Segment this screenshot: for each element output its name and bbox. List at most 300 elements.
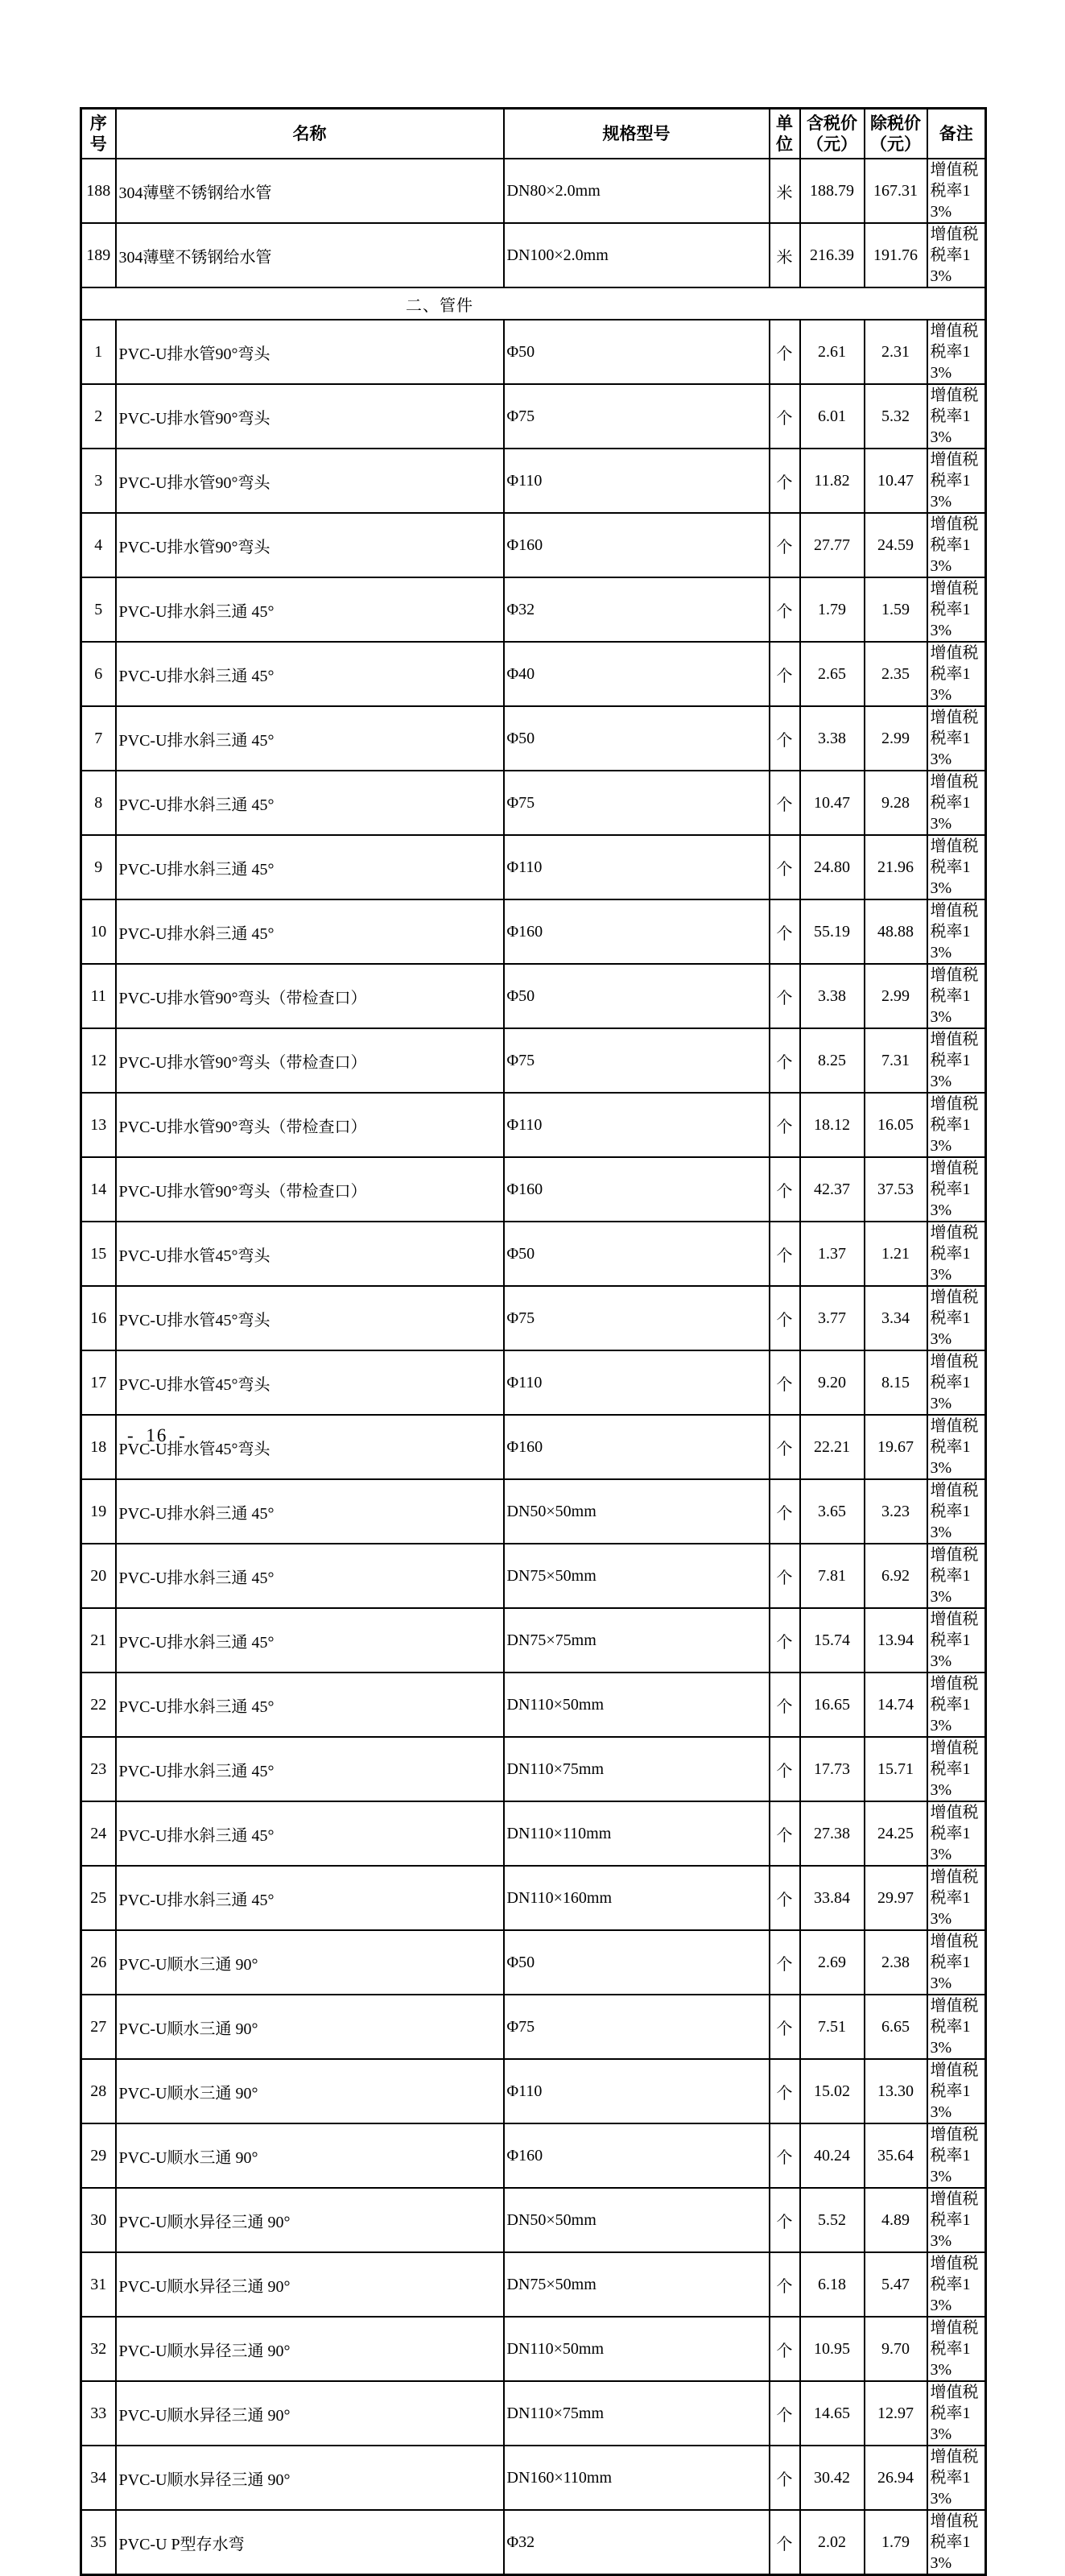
cell-price-incl-tax: 7.51 xyxy=(800,1995,865,2059)
cell-serial-number: 7 xyxy=(81,706,116,771)
cell-price-excl-tax: 24.25 xyxy=(865,1801,927,1866)
cell-unit: 米 xyxy=(770,223,800,287)
cell-price-incl-tax: 14.65 xyxy=(800,2381,865,2446)
cell-unit: 米 xyxy=(770,159,800,223)
cell-price-incl-tax: 7.81 xyxy=(800,1544,865,1608)
cell-price-excl-tax: 13.94 xyxy=(865,1608,927,1673)
table-row xyxy=(81,771,986,835)
cell-remark: 增值税税率13% xyxy=(927,1028,986,1093)
cell-serial-number: 188 xyxy=(81,159,116,223)
cell-price-incl-tax: 30.42 xyxy=(800,2446,865,2510)
cell-item-name: PVC-U排水管90°弯头（带检查口） xyxy=(116,964,504,1028)
table-row xyxy=(81,2317,986,2381)
cell-price-incl-tax: 15.74 xyxy=(800,1608,865,1673)
table-row xyxy=(81,320,986,384)
cell-spec-model: Φ110 xyxy=(504,1350,770,1415)
cell-unit: 个 xyxy=(770,2317,800,2381)
cell-remark: 增值税税率13% xyxy=(927,1157,986,1222)
cell-spec-model: Φ110 xyxy=(504,449,770,513)
cell-remark: 增值税税率13% xyxy=(927,1673,986,1737)
cell-unit: 个 xyxy=(770,1930,800,1995)
cell-price-excl-tax: 2.99 xyxy=(865,964,927,1028)
cell-price-incl-tax: 2.65 xyxy=(800,642,865,706)
cell-spec-model: Φ75 xyxy=(504,771,770,835)
cell-price-excl-tax: 7.31 xyxy=(865,1028,927,1093)
cell-price-excl-tax: 4.89 xyxy=(865,2188,927,2252)
cell-unit: 个 xyxy=(770,1544,800,1608)
cell-price-incl-tax: 2.69 xyxy=(800,1930,865,1995)
cell-serial-number: 15 xyxy=(81,1222,116,1286)
cell-serial-number: 19 xyxy=(81,1479,116,1544)
cell-price-incl-tax: 3.38 xyxy=(800,706,865,771)
table-row xyxy=(81,1157,986,1222)
cell-item-name: PVC-U排水斜三通 45° xyxy=(116,706,504,771)
cell-price-incl-tax: 10.95 xyxy=(800,2317,865,2381)
table-header-row xyxy=(81,109,986,159)
cell-remark: 增值税税率13% xyxy=(927,835,986,899)
section-divider-row xyxy=(81,287,986,320)
cell-price-incl-tax: 27.38 xyxy=(800,1801,865,1866)
cell-serial-number: 18 xyxy=(81,1415,116,1479)
cell-spec-model: DN160×110mm xyxy=(504,2446,770,2510)
cell-unit: 个 xyxy=(770,449,800,513)
cell-unit: 个 xyxy=(770,1415,800,1479)
cell-price-incl-tax: 55.19 xyxy=(800,899,865,964)
table-row xyxy=(81,1801,986,1866)
cell-remark: 增值税税率13% xyxy=(927,2317,986,2381)
cell-spec-model: DN110×50mm xyxy=(504,1673,770,1737)
cell-unit: 个 xyxy=(770,2252,800,2317)
cell-price-excl-tax: 19.67 xyxy=(865,1415,927,1479)
cell-item-name: PVC-U排水管45°弯头 xyxy=(116,1350,504,1415)
cell-item-name: PVC-U排水斜三通 45° xyxy=(116,1737,504,1801)
cell-serial-number: 13 xyxy=(81,1093,116,1157)
cell-price-excl-tax: 2.31 xyxy=(865,320,927,384)
cell-unit: 个 xyxy=(770,1866,800,1930)
cell-serial-number: 24 xyxy=(81,1801,116,1866)
cell-unit: 个 xyxy=(770,513,800,577)
section-divider-label: 二、管件 xyxy=(406,296,473,315)
cell-spec-model: Φ40 xyxy=(504,642,770,706)
cell-price-incl-tax: 5.52 xyxy=(800,2188,865,2252)
cell-item-name: PVC-U顺水三通 90° xyxy=(116,2059,504,2123)
cell-remark: 增值税税率13% xyxy=(927,1350,986,1415)
cell-serial-number: 28 xyxy=(81,2059,116,2123)
cell-spec-model: Φ110 xyxy=(504,1093,770,1157)
table-row xyxy=(81,2188,986,2252)
table-row xyxy=(81,577,986,642)
cell-price-incl-tax: 2.02 xyxy=(800,2510,865,2575)
cell-item-name: PVC-U排水斜三通 45° xyxy=(116,835,504,899)
cell-serial-number: 25 xyxy=(81,1866,116,1930)
cell-serial-number: 20 xyxy=(81,1544,116,1608)
cell-remark: 增值税税率13% xyxy=(927,1093,986,1157)
cell-price-excl-tax: 1.21 xyxy=(865,1222,927,1286)
cell-unit: 个 xyxy=(770,320,800,384)
cell-remark: 增值税税率13% xyxy=(927,1737,986,1801)
cell-unit: 个 xyxy=(770,1093,800,1157)
table-body-pre-section xyxy=(81,159,986,287)
table-row xyxy=(81,835,986,899)
cell-spec-model: Φ75 xyxy=(504,1995,770,2059)
cell-serial-number: 1 xyxy=(81,320,116,384)
cell-price-excl-tax: 6.65 xyxy=(865,1995,927,2059)
cell-remark: 增值税税率13% xyxy=(927,2446,986,2510)
cell-remark: 增值税税率13% xyxy=(927,899,986,964)
cell-spec-model: Φ50 xyxy=(504,1222,770,1286)
cell-price-incl-tax: 6.01 xyxy=(800,384,865,449)
col-header-unit: 单位 xyxy=(770,109,800,159)
cell-spec-model: Φ160 xyxy=(504,1415,770,1479)
cell-serial-number: 16 xyxy=(81,1286,116,1350)
cell-unit: 个 xyxy=(770,1286,800,1350)
cell-price-excl-tax: 6.92 xyxy=(865,1544,927,1608)
cell-price-excl-tax: 1.59 xyxy=(865,577,927,642)
cell-price-excl-tax: 29.97 xyxy=(865,1866,927,1930)
cell-item-name: PVC-U排水斜三通 45° xyxy=(116,1673,504,1737)
cell-unit: 个 xyxy=(770,1350,800,1415)
cell-unit: 个 xyxy=(770,2446,800,2510)
page-number: - 16 - xyxy=(127,1425,187,1445)
cell-price-incl-tax: 16.65 xyxy=(800,1673,865,1737)
cell-unit: 个 xyxy=(770,384,800,449)
cell-price-incl-tax: 3.38 xyxy=(800,964,865,1028)
table-row xyxy=(81,384,986,449)
cell-spec-model: Φ160 xyxy=(504,2123,770,2188)
cell-unit: 个 xyxy=(770,2381,800,2446)
cell-serial-number: 21 xyxy=(81,1608,116,1673)
cell-serial-number: 2 xyxy=(81,384,116,449)
cell-serial-number: 34 xyxy=(81,2446,116,2510)
cell-spec-model: Φ110 xyxy=(504,835,770,899)
cell-item-name: PVC-U排水管90°弯头 xyxy=(116,384,504,449)
cell-price-excl-tax: 191.76 xyxy=(865,223,927,287)
cell-price-incl-tax: 15.02 xyxy=(800,2059,865,2123)
cell-unit: 个 xyxy=(770,1222,800,1286)
cell-price-excl-tax: 3.34 xyxy=(865,1286,927,1350)
cell-price-incl-tax: 11.82 xyxy=(800,449,865,513)
cell-item-name: 304薄壁不锈钢给水管 xyxy=(116,159,504,223)
cell-price-excl-tax: 5.47 xyxy=(865,2252,927,2317)
cell-item-name: PVC-U P型存水弯 xyxy=(116,2510,504,2575)
cell-price-excl-tax: 26.94 xyxy=(865,2446,927,2510)
cell-item-name: PVC-U顺水三通 90° xyxy=(116,1930,504,1995)
cell-spec-model: Φ75 xyxy=(504,1028,770,1093)
cell-serial-number: 189 xyxy=(81,223,116,287)
cell-price-incl-tax: 3.65 xyxy=(800,1479,865,1544)
cell-remark: 增值税税率13% xyxy=(927,2059,986,2123)
cell-remark: 增值税税率13% xyxy=(927,1866,986,1930)
cell-serial-number: 27 xyxy=(81,1995,116,2059)
cell-serial-number: 26 xyxy=(81,1930,116,1995)
cell-item-name: PVC-U排水管90°弯头 xyxy=(116,449,504,513)
cell-remark: 增值税税率13% xyxy=(927,1801,986,1866)
cell-serial-number: 9 xyxy=(81,835,116,899)
cell-remark: 增值税税率13% xyxy=(927,1930,986,1995)
table-row xyxy=(81,1930,986,1995)
table-row xyxy=(81,1737,986,1801)
cell-serial-number: 32 xyxy=(81,2317,116,2381)
cell-price-incl-tax: 42.37 xyxy=(800,1157,865,1222)
price-table xyxy=(80,107,987,2576)
table-row xyxy=(81,1222,986,1286)
cell-item-name: PVC-U顺水三通 90° xyxy=(116,1995,504,2059)
cell-item-name: PVC-U排水管45°弯头 xyxy=(116,1222,504,1286)
cell-price-excl-tax: 3.23 xyxy=(865,1479,927,1544)
section-divider-cell xyxy=(81,287,986,320)
cell-price-excl-tax: 5.32 xyxy=(865,384,927,449)
col-header-price-incl-tax: 含税价（元） xyxy=(800,109,865,159)
col-header-price-excl-tax: 除税价（元） xyxy=(865,109,927,159)
cell-serial-number: 31 xyxy=(81,2252,116,2317)
cell-spec-model: DN50×50mm xyxy=(504,1479,770,1544)
cell-item-name: PVC-U排水斜三通 45° xyxy=(116,771,504,835)
cell-remark: 增值税税率13% xyxy=(927,2381,986,2446)
cell-unit: 个 xyxy=(770,1673,800,1737)
cell-item-name: PVC-U排水管90°弯头 xyxy=(116,513,504,577)
cell-unit: 个 xyxy=(770,2059,800,2123)
col-header-spec: 规格型号 xyxy=(504,109,770,159)
cell-remark: 增值税税率13% xyxy=(927,2123,986,2188)
cell-remark: 增值税税率13% xyxy=(927,513,986,577)
cell-unit: 个 xyxy=(770,899,800,964)
cell-price-excl-tax: 15.71 xyxy=(865,1737,927,1801)
cell-item-name: PVC-U排水斜三通 45° xyxy=(116,642,504,706)
table-row xyxy=(81,706,986,771)
table-row xyxy=(81,1995,986,2059)
cell-spec-model: DN75×75mm xyxy=(504,1608,770,1673)
table-row xyxy=(81,642,986,706)
cell-item-name: 304薄壁不锈钢给水管 xyxy=(116,223,504,287)
cell-price-incl-tax: 188.79 xyxy=(800,159,865,223)
cell-unit: 个 xyxy=(770,2188,800,2252)
cell-item-name: PVC-U顺水异径三通 90° xyxy=(116,2252,504,2317)
cell-serial-number: 14 xyxy=(81,1157,116,1222)
cell-remark: 增值税税率13% xyxy=(927,1479,986,1544)
cell-serial-number: 12 xyxy=(81,1028,116,1093)
table-row xyxy=(81,2252,986,2317)
cell-spec-model: DN75×50mm xyxy=(504,1544,770,1608)
table-row xyxy=(81,2510,986,2575)
table-body-fittings xyxy=(81,320,986,2575)
cell-item-name: PVC-U排水管45°弯头 xyxy=(116,1415,504,1479)
cell-unit: 个 xyxy=(770,1479,800,1544)
cell-spec-model: Φ50 xyxy=(504,320,770,384)
cell-item-name: PVC-U排水斜三通 45° xyxy=(116,577,504,642)
cell-spec-model: Φ160 xyxy=(504,1157,770,1222)
cell-serial-number: 5 xyxy=(81,577,116,642)
table-row xyxy=(81,1608,986,1673)
cell-remark: 增值税税率13% xyxy=(927,223,986,287)
table-row xyxy=(81,1350,986,1415)
cell-unit: 个 xyxy=(770,835,800,899)
cell-price-incl-tax: 3.77 xyxy=(800,1286,865,1350)
cell-remark: 增值税税率13% xyxy=(927,964,986,1028)
cell-unit: 个 xyxy=(770,2123,800,2188)
cell-item-name: PVC-U排水管90°弯头（带检查口） xyxy=(116,1157,504,1222)
cell-serial-number: 4 xyxy=(81,513,116,577)
cell-unit: 个 xyxy=(770,1995,800,2059)
table-row xyxy=(81,159,986,223)
cell-spec-model: DN110×110mm xyxy=(504,1801,770,1866)
cell-item-name: PVC-U排水管90°弯头（带检查口） xyxy=(116,1093,504,1157)
cell-serial-number: 29 xyxy=(81,2123,116,2188)
cell-price-excl-tax: 13.30 xyxy=(865,2059,927,2123)
cell-remark: 增值税税率13% xyxy=(927,1286,986,1350)
cell-remark: 增值税税率13% xyxy=(927,449,986,513)
cell-price-excl-tax: 2.38 xyxy=(865,1930,927,1995)
cell-spec-model: DN110×50mm xyxy=(504,2317,770,2381)
cell-serial-number: 3 xyxy=(81,449,116,513)
cell-price-incl-tax: 18.12 xyxy=(800,1093,865,1157)
cell-spec-model: DN80×2.0mm xyxy=(504,159,770,223)
cell-serial-number: 35 xyxy=(81,2510,116,2575)
cell-serial-number: 22 xyxy=(81,1673,116,1737)
col-header-remark: 备注 xyxy=(927,109,986,159)
cell-price-excl-tax: 35.64 xyxy=(865,2123,927,2188)
table-row xyxy=(81,1866,986,1930)
cell-spec-model: Φ32 xyxy=(504,577,770,642)
table-row xyxy=(81,2059,986,2123)
cell-price-incl-tax: 2.61 xyxy=(800,320,865,384)
cell-item-name: PVC-U顺水异径三通 90° xyxy=(116,2317,504,2381)
cell-item-name: PVC-U排水斜三通 45° xyxy=(116,1479,504,1544)
cell-item-name: PVC-U排水管45°弯头 xyxy=(116,1286,504,1350)
cell-remark: 增值税税率13% xyxy=(927,2188,986,2252)
table-row xyxy=(81,899,986,964)
cell-spec-model: Φ75 xyxy=(504,384,770,449)
cell-item-name: PVC-U顺水异径三通 90° xyxy=(116,2381,504,2446)
cell-unit: 个 xyxy=(770,771,800,835)
cell-price-excl-tax: 21.96 xyxy=(865,835,927,899)
cell-price-incl-tax: 33.84 xyxy=(800,1866,865,1930)
table-row xyxy=(81,513,986,577)
table-row xyxy=(81,1479,986,1544)
cell-spec-model: DN110×75mm xyxy=(504,1737,770,1801)
cell-price-incl-tax: 6.18 xyxy=(800,2252,865,2317)
cell-price-excl-tax: 37.53 xyxy=(865,1157,927,1222)
cell-remark: 增值税税率13% xyxy=(927,2510,986,2575)
col-header-name: 名称 xyxy=(116,109,504,159)
cell-unit: 个 xyxy=(770,642,800,706)
cell-remark: 增值税税率13% xyxy=(927,2252,986,2317)
cell-price-excl-tax: 2.35 xyxy=(865,642,927,706)
table-row xyxy=(81,449,986,513)
cell-serial-number: 17 xyxy=(81,1350,116,1415)
cell-item-name: PVC-U排水斜三通 45° xyxy=(116,1866,504,1930)
table-row xyxy=(81,1673,986,1737)
cell-price-incl-tax: 1.37 xyxy=(800,1222,865,1286)
cell-spec-model: Φ50 xyxy=(504,1930,770,1995)
cell-price-excl-tax: 12.97 xyxy=(865,2381,927,2446)
cell-remark: 增值税税率13% xyxy=(927,1222,986,1286)
table-row xyxy=(81,1544,986,1608)
cell-item-name: PVC-U顺水异径三通 90° xyxy=(116,2446,504,2510)
cell-price-excl-tax: 9.70 xyxy=(865,2317,927,2381)
table-row xyxy=(81,2446,986,2510)
table-row xyxy=(81,1286,986,1350)
cell-serial-number: 33 xyxy=(81,2381,116,2446)
cell-serial-number: 6 xyxy=(81,642,116,706)
cell-remark: 增值税税率13% xyxy=(927,1544,986,1608)
table-row xyxy=(81,1028,986,1093)
cell-spec-model: Φ75 xyxy=(504,1286,770,1350)
cell-spec-model: Φ32 xyxy=(504,2510,770,2575)
cell-price-excl-tax: 9.28 xyxy=(865,771,927,835)
cell-price-incl-tax: 8.25 xyxy=(800,1028,865,1093)
cell-unit: 个 xyxy=(770,706,800,771)
cell-remark: 增值税税率13% xyxy=(927,642,986,706)
table-row xyxy=(81,1415,986,1479)
cell-remark: 增值税税率13% xyxy=(927,706,986,771)
cell-serial-number: 30 xyxy=(81,2188,116,2252)
cell-item-name: PVC-U排水斜三通 45° xyxy=(116,899,504,964)
cell-price-excl-tax: 48.88 xyxy=(865,899,927,964)
cell-unit: 个 xyxy=(770,1737,800,1801)
cell-item-name: PVC-U排水管90°弯头（带检查口） xyxy=(116,1028,504,1093)
cell-remark: 增值税税率13% xyxy=(927,577,986,642)
cell-remark: 增值税税率13% xyxy=(927,159,986,223)
cell-remark: 增值税税率13% xyxy=(927,771,986,835)
cell-unit: 个 xyxy=(770,1028,800,1093)
cell-price-excl-tax: 14.74 xyxy=(865,1673,927,1737)
cell-spec-model: DN75×50mm xyxy=(504,2252,770,2317)
cell-spec-model: DN110×75mm xyxy=(504,2381,770,2446)
cell-price-incl-tax: 27.77 xyxy=(800,513,865,577)
cell-spec-model: Φ110 xyxy=(504,2059,770,2123)
cell-price-incl-tax: 216.39 xyxy=(800,223,865,287)
cell-price-excl-tax: 16.05 xyxy=(865,1093,927,1157)
cell-serial-number: 11 xyxy=(81,964,116,1028)
cell-price-incl-tax: 9.20 xyxy=(800,1350,865,1415)
cell-item-name: PVC-U排水斜三通 45° xyxy=(116,1608,504,1673)
cell-item-name: PVC-U排水斜三通 45° xyxy=(116,1544,504,1608)
cell-spec-model: Φ160 xyxy=(504,899,770,964)
cell-serial-number: 10 xyxy=(81,899,116,964)
cell-unit: 个 xyxy=(770,2510,800,2575)
cell-spec-model: Φ160 xyxy=(504,513,770,577)
cell-price-incl-tax: 10.47 xyxy=(800,771,865,835)
cell-unit: 个 xyxy=(770,964,800,1028)
cell-price-excl-tax: 2.99 xyxy=(865,706,927,771)
cell-remark: 增值税税率13% xyxy=(927,320,986,384)
table-row xyxy=(81,964,986,1028)
cell-price-incl-tax: 1.79 xyxy=(800,577,865,642)
cell-price-excl-tax: 10.47 xyxy=(865,449,927,513)
cell-spec-model: DN50×50mm xyxy=(504,2188,770,2252)
cell-item-name: PVC-U排水斜三通 45° xyxy=(116,1801,504,1866)
table-row xyxy=(81,223,986,287)
table-row xyxy=(81,2381,986,2446)
cell-serial-number: 8 xyxy=(81,771,116,835)
cell-price-excl-tax: 8.15 xyxy=(865,1350,927,1415)
col-header-no: 序号 xyxy=(81,109,116,159)
cell-item-name: PVC-U排水管90°弯头 xyxy=(116,320,504,384)
cell-unit: 个 xyxy=(770,1608,800,1673)
cell-price-excl-tax: 1.79 xyxy=(865,2510,927,2575)
table-row xyxy=(81,2123,986,2188)
cell-remark: 增值税税率13% xyxy=(927,1995,986,2059)
cell-unit: 个 xyxy=(770,1801,800,1866)
cell-price-incl-tax: 22.21 xyxy=(800,1415,865,1479)
cell-price-incl-tax: 24.80 xyxy=(800,835,865,899)
cell-unit: 个 xyxy=(770,1157,800,1222)
cell-spec-model: DN110×160mm xyxy=(504,1866,770,1930)
cell-serial-number: 23 xyxy=(81,1737,116,1801)
cell-item-name: PVC-U顺水三通 90° xyxy=(116,2123,504,2188)
table-body-section-divider xyxy=(81,287,986,320)
cell-unit: 个 xyxy=(770,577,800,642)
